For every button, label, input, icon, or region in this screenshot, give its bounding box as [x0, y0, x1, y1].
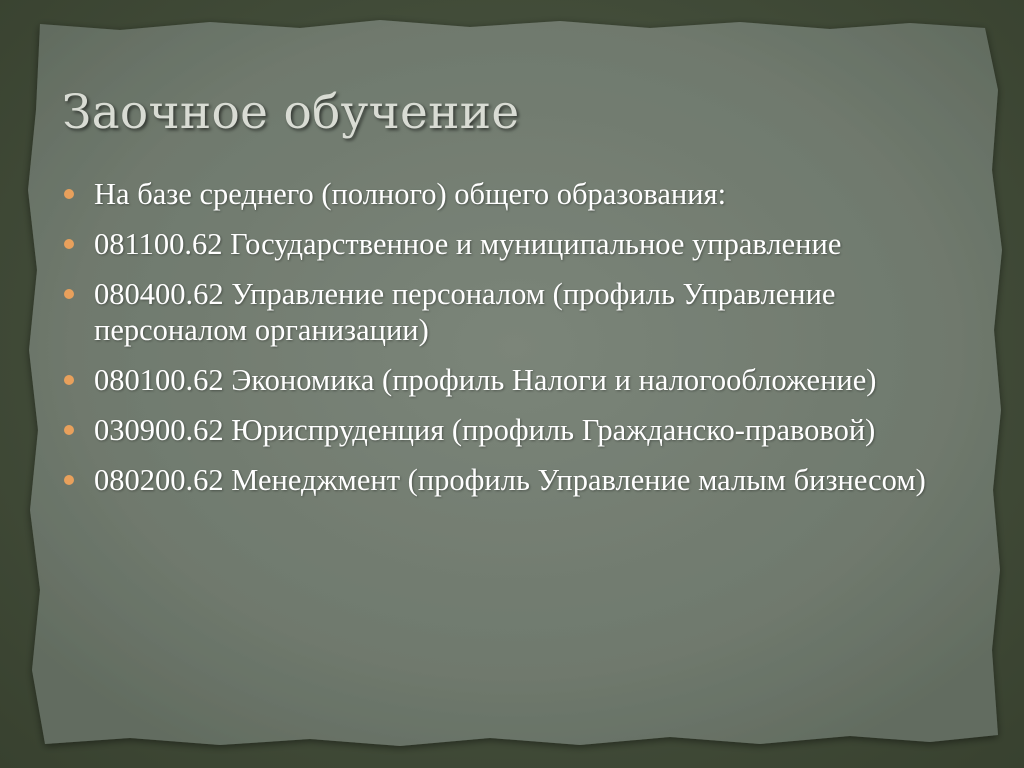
- bullet-dot-icon: [64, 375, 74, 385]
- bullet-text: 030900.62 Юриспруденция (профиль Гражданско-правовой): [94, 413, 876, 447]
- bullet-dot-icon: [64, 289, 74, 299]
- bullet-dot-icon: [64, 475, 74, 485]
- bullet-dot-icon: [64, 189, 74, 199]
- bullet-item: [62, 176, 942, 212]
- bullet-dot-icon: [64, 239, 74, 249]
- bullet-text: На базе среднего (полного) общего образования:: [94, 177, 727, 211]
- bullet-list: [62, 176, 942, 498]
- slide-title: Заочное обучение: [62, 85, 520, 140]
- bullet-text: 080100.62 Экономика (профиль Налоги и налогообложение): [94, 363, 877, 397]
- bullet-text: 080200.62 Менеджмент (профиль Управление малым бизнесом): [94, 463, 926, 497]
- bullet-item: [62, 462, 942, 498]
- slide-content: [62, 80, 942, 512]
- bullet-item: [62, 412, 942, 448]
- bullet-item: [62, 276, 942, 348]
- bullet-text: 080400.62 Управление персоналом (профиль Управление персоналом организации): [94, 277, 836, 347]
- bullet-text: 081100.62 Государственное и муниципальное управление: [94, 227, 842, 261]
- bullet-item: [62, 226, 942, 262]
- bullet-item: [62, 362, 942, 398]
- bullet-dot-icon: [64, 425, 74, 435]
